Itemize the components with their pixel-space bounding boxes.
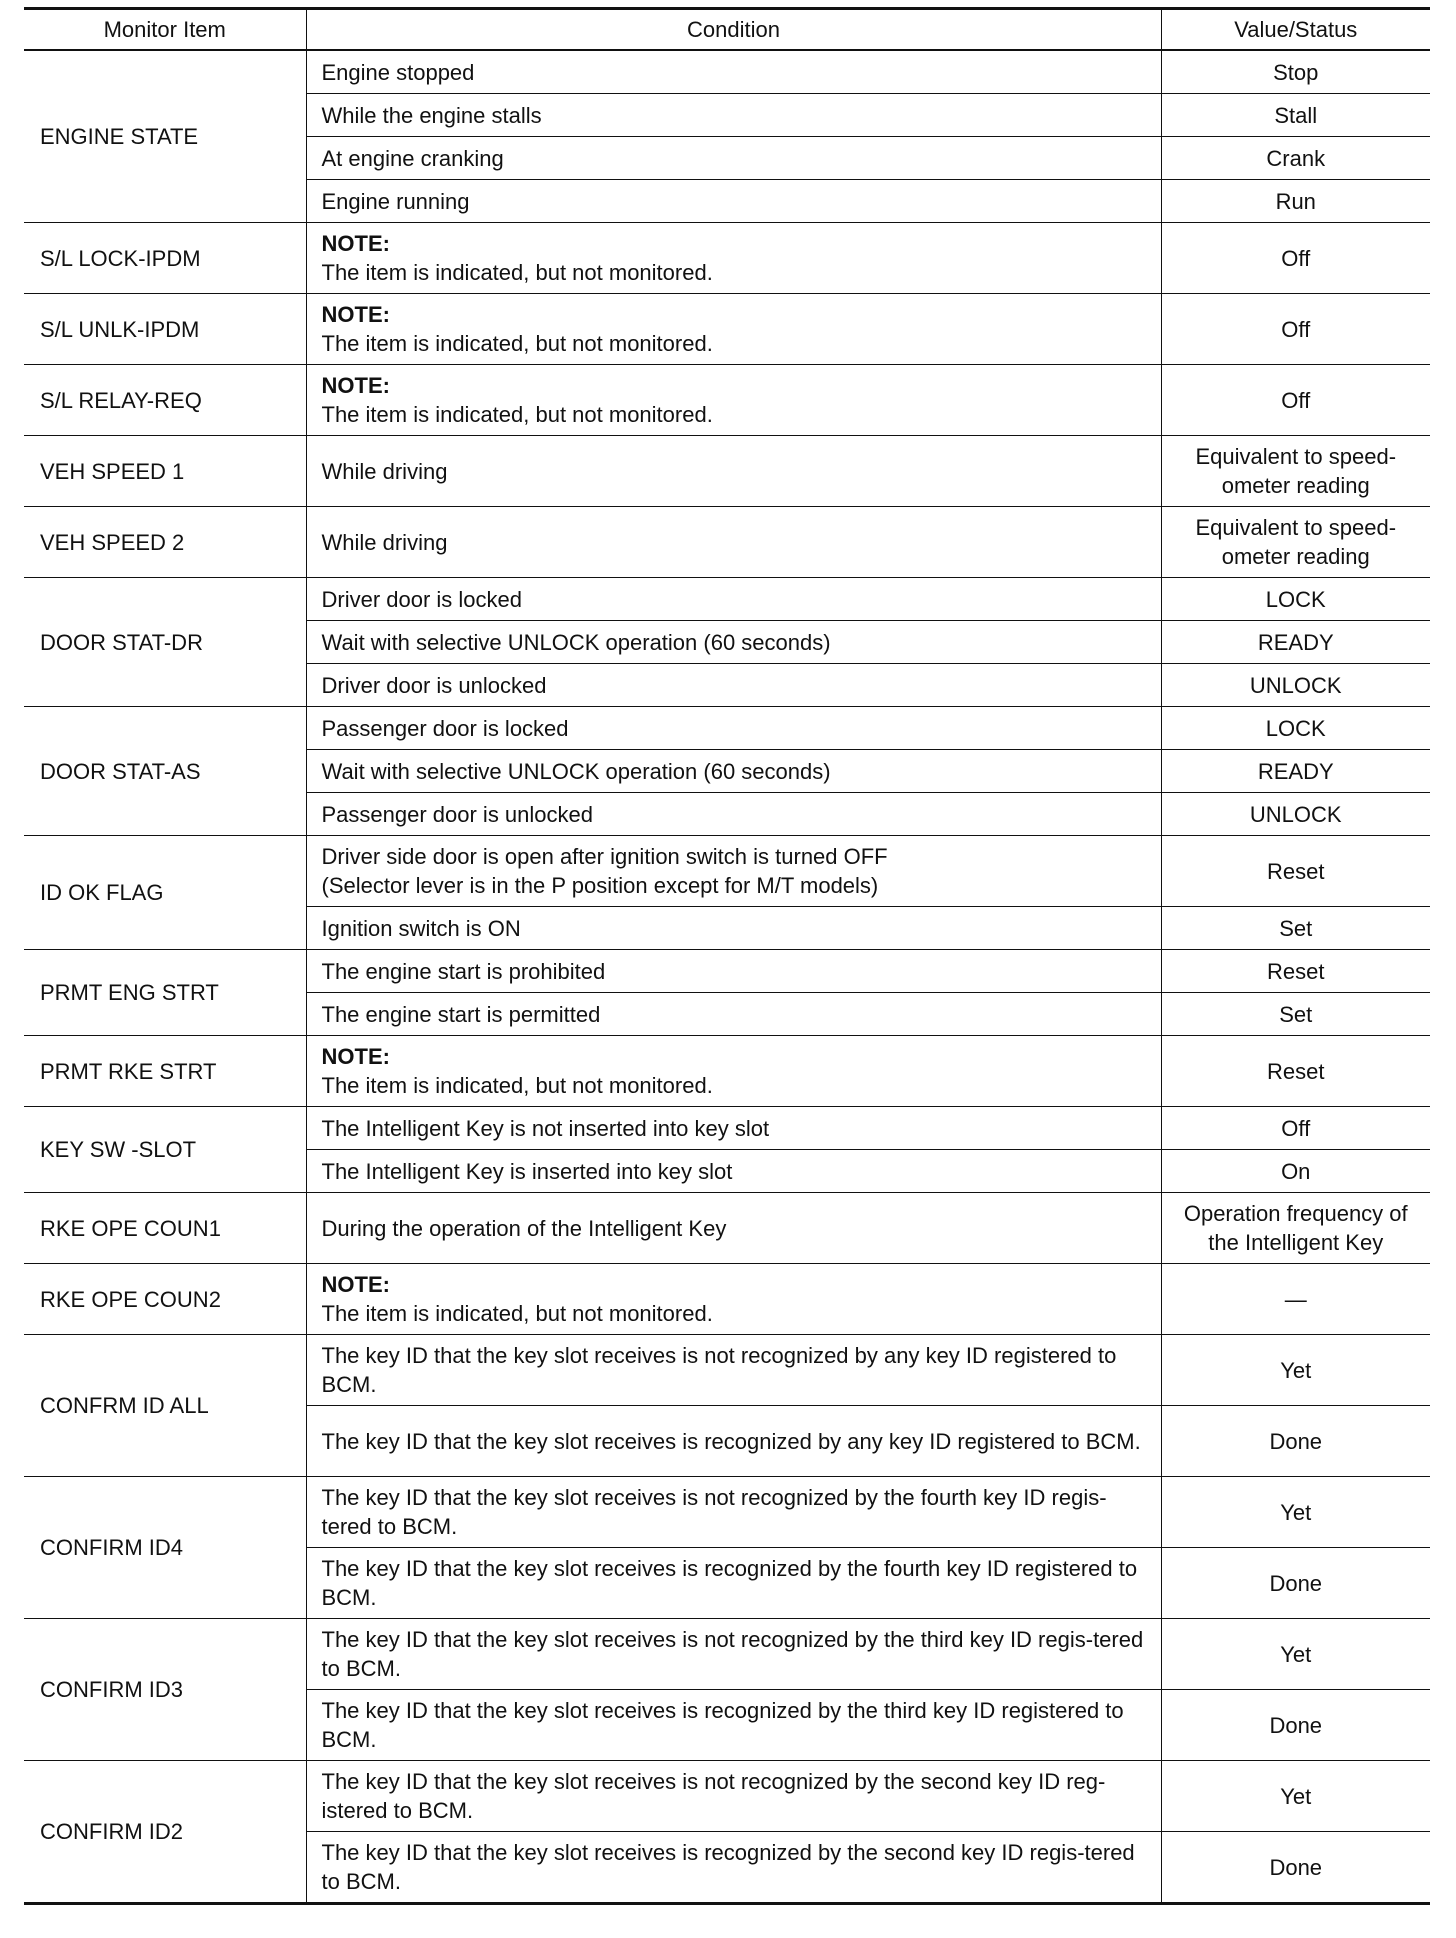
table-row [24, 436, 1430, 507]
condition-cell [306, 836, 1161, 907]
value-cell: Done [1161, 1832, 1430, 1904]
value-cell: Off [1161, 223, 1430, 294]
table-row [24, 1107, 1430, 1150]
value-cell: Operation frequency of the Intelligent Key [1161, 1193, 1430, 1264]
value-cell: Reset [1161, 1036, 1430, 1107]
condition-cell: Wait with selective UNLOCK operation (60 seconds) [306, 621, 1161, 664]
table-row [24, 1036, 1430, 1107]
condition-cell: The key ID that the key slot receives is not recognized by the second key ID reg-istered to BCM. [306, 1761, 1161, 1832]
condition-cell: The Intelligent Key is not inserted into key slot [306, 1107, 1161, 1150]
condition-cell: The key ID that the key slot receives is recognized by the second key ID regis-tered to BCM. [306, 1832, 1161, 1904]
value-cell: Yet [1161, 1335, 1430, 1406]
monitor-item-cell: CONFIRM ID3 [24, 1619, 306, 1761]
note-label: NOTE: [321, 1272, 390, 1297]
table-row [24, 294, 1430, 365]
condition-cell: Ignition switch is ON [306, 907, 1161, 950]
condition-cell [306, 365, 1161, 436]
note-text: The item is indicated, but not monitored. [321, 1073, 713, 1098]
condition-cell: Engine running [306, 180, 1161, 223]
note-text: The item is indicated, but not monitored. [321, 1301, 713, 1326]
value-cell: — [1161, 1264, 1430, 1335]
condition-cell: The Intelligent Key is inserted into key slot [306, 1150, 1161, 1193]
condition-cell: Wait with selective UNLOCK operation (60 seconds) [306, 750, 1161, 793]
monitor-item-cell: S/L LOCK-IPDM [24, 223, 306, 294]
value-cell: Yet [1161, 1761, 1430, 1832]
monitor-item-cell: CONFIRM ID4 [24, 1477, 306, 1619]
value-cell: Run [1161, 180, 1430, 223]
condition-line: Driver side door is open after ignition switch is turned OFF [321, 844, 888, 869]
monitor-item-cell: PRMT RKE STRT [24, 1036, 306, 1107]
value-cell: Stop [1161, 50, 1430, 94]
value-cell: Yet [1161, 1477, 1430, 1548]
value-cell: Set [1161, 993, 1430, 1036]
value-cell: Done [1161, 1690, 1430, 1761]
condition-cell: Driver door is locked [306, 578, 1161, 621]
condition-cell: The engine start is permitted [306, 993, 1161, 1036]
header-value-status: Value/Status [1161, 9, 1430, 51]
value-cell: Equivalent to speed-ometer reading [1161, 436, 1430, 507]
header-condition: Condition [306, 9, 1161, 51]
value-cell: Yet [1161, 1619, 1430, 1690]
condition-cell: The key ID that the key slot receives is recognized by the fourth key ID registered to BCM. [306, 1548, 1161, 1619]
value-cell: UNLOCK [1161, 793, 1430, 836]
note-label: NOTE: [321, 373, 390, 398]
value-cell: Stall [1161, 94, 1430, 137]
note-text: The item is indicated, but not monitored. [321, 331, 713, 356]
value-cell: Equivalent to speed-ometer reading [1161, 507, 1430, 578]
table-row [24, 1619, 1430, 1690]
condition-cell: The key ID that the key slot receives is recognized by the third key ID registered to BCM. [306, 1690, 1161, 1761]
condition-line: (Selector lever is in the P position except for M/T models) [321, 873, 879, 898]
condition-cell [306, 294, 1161, 365]
condition-cell: The engine start is prohibited [306, 950, 1161, 993]
table-row [24, 836, 1430, 907]
condition-cell: While driving [306, 507, 1161, 578]
table-row [24, 950, 1430, 993]
table-row [24, 50, 1430, 94]
condition-cell: The key ID that the key slot receives is not recognized by the third key ID regis-tered to BCM. [306, 1619, 1161, 1690]
value-cell: LOCK [1161, 578, 1430, 621]
condition-cell: While the engine stalls [306, 94, 1161, 137]
monitor-item-cell: VEH SPEED 2 [24, 507, 306, 578]
value-cell: Off [1161, 365, 1430, 436]
table-row [24, 578, 1430, 621]
monitor-item-cell: DOOR STAT-AS [24, 707, 306, 836]
monitor-item-table [24, 7, 1430, 1905]
condition-cell: The key ID that the key slot receives is not recognized by any key ID registered to BCM. [306, 1335, 1161, 1406]
condition-cell [306, 223, 1161, 294]
note-label: NOTE: [321, 1044, 390, 1069]
monitor-item-cell: ID OK FLAG [24, 836, 306, 950]
value-cell: READY [1161, 750, 1430, 793]
value-cell: READY [1161, 621, 1430, 664]
monitor-item-cell: DOOR STAT-DR [24, 578, 306, 707]
monitor-item-cell: RKE OPE COUN1 [24, 1193, 306, 1264]
value-cell: Off [1161, 1107, 1430, 1150]
value-cell: Crank [1161, 137, 1430, 180]
value-cell: Off [1161, 294, 1430, 365]
header-monitor-item: Monitor Item [24, 9, 306, 51]
table-row [24, 1761, 1430, 1832]
condition-cell: The key ID that the key slot receives is recognized by any key ID registered to BCM. [306, 1406, 1161, 1477]
table-row [24, 1477, 1430, 1548]
value-cell: UNLOCK [1161, 664, 1430, 707]
table-row [24, 365, 1430, 436]
table-row [24, 1193, 1430, 1264]
value-cell: Reset [1161, 950, 1430, 993]
table-row [24, 507, 1430, 578]
condition-cell: The key ID that the key slot receives is not recognized by the fourth key ID regis-tered to BCM. [306, 1477, 1161, 1548]
table-row [24, 707, 1430, 750]
monitor-item-cell: RKE OPE COUN2 [24, 1264, 306, 1335]
note-text: The item is indicated, but not monitored. [321, 402, 713, 427]
condition-cell: At engine cranking [306, 137, 1161, 180]
note-text: The item is indicated, but not monitored. [321, 260, 713, 285]
value-cell: On [1161, 1150, 1430, 1193]
value-cell: LOCK [1161, 707, 1430, 750]
monitor-item-cell: CONFIRM ID2 [24, 1761, 306, 1904]
note-label: NOTE: [321, 231, 390, 256]
monitor-item-cell: VEH SPEED 1 [24, 436, 306, 507]
table-row [24, 1264, 1430, 1335]
condition-cell: While driving [306, 436, 1161, 507]
table-row [24, 223, 1430, 294]
condition-cell: Engine stopped [306, 50, 1161, 94]
table-row [24, 1335, 1430, 1406]
condition-cell: During the operation of the Intelligent Key [306, 1193, 1161, 1264]
condition-cell: Passenger door is locked [306, 707, 1161, 750]
table-header-row [24, 9, 1430, 51]
monitor-item-cell: S/L UNLK-IPDM [24, 294, 306, 365]
monitor-item-cell: CONFRM ID ALL [24, 1335, 306, 1477]
value-cell: Done [1161, 1548, 1430, 1619]
condition-cell: Driver door is unlocked [306, 664, 1161, 707]
monitor-item-cell: KEY SW -SLOT [24, 1107, 306, 1193]
value-cell: Reset [1161, 836, 1430, 907]
note-label: NOTE: [321, 302, 390, 327]
monitor-item-cell: ENGINE STATE [24, 50, 306, 223]
condition-cell [306, 1036, 1161, 1107]
monitor-item-cell: PRMT ENG STRT [24, 950, 306, 1036]
condition-cell: Passenger door is unlocked [306, 793, 1161, 836]
value-cell: Done [1161, 1406, 1430, 1477]
value-cell: Set [1161, 907, 1430, 950]
monitor-item-cell: S/L RELAY-REQ [24, 365, 306, 436]
condition-cell [306, 1264, 1161, 1335]
